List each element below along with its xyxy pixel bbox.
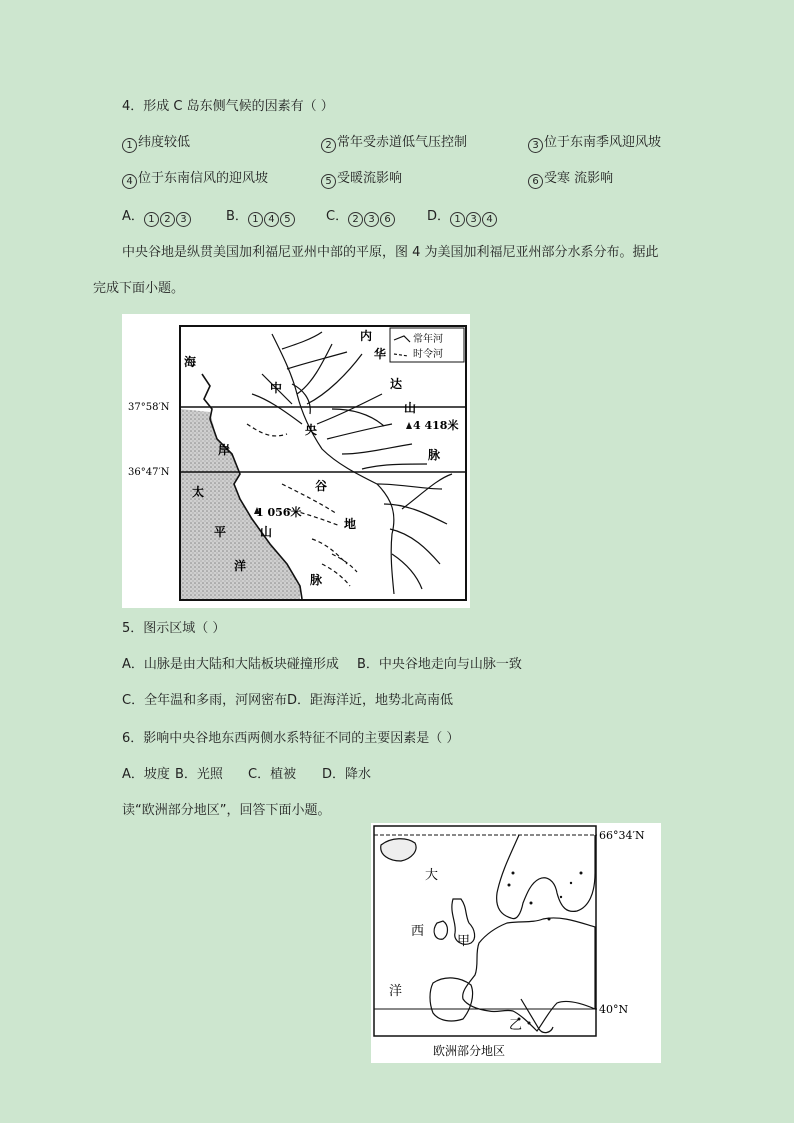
label-hai: 海 [184,355,197,369]
q4-option-4: 4 位于东南信风的迎风坡 [122,170,268,189]
latitude-label-36-47: 36°47′N [128,467,170,478]
q4-choice-a[interactable]: A． 1 2 3 [122,208,192,227]
europe-region-map [371,823,661,1063]
label-hua: 华 [374,347,387,361]
label-di: 地 [344,517,357,531]
label-shan2: 山 [260,525,273,539]
q4-stem: 4．形成 C 岛东侧气候的因素有（ ） [122,99,334,114]
intro-europe: 读“欧洲部分地区”，回答下面小题。 [122,803,331,818]
q5-choice-a[interactable]: A．山脉是由大陆和大陆板块碰撞形成 [122,657,339,672]
italy [521,999,553,1033]
intro-paragraph-line-1: 中央谷地是纵贯美国加利福尼亚州中部的平原，图 4 为美国加利福尼亚州部分水系分布。据此 [122,245,659,260]
label-gu: 谷 [315,479,328,493]
latitude-label-37-58: 37°58′N [128,402,170,413]
q4-choice-c[interactable]: C． 2 3 6 [326,208,396,227]
label-tai: 太 [192,485,205,499]
iceland [381,839,416,861]
q5-choice-d[interactable]: D．距海洋近，地势北高南低 [287,693,454,708]
q6-choice-b[interactable]: B．光照 [175,767,223,782]
q4-choice-b[interactable]: B． 1 4 5 [226,208,296,227]
label-yang: 洋 [234,559,247,573]
q4-choice-d[interactable]: D． 1 3 4 [427,208,498,227]
q4-option-2: 2 常年受赤道低气压控制 [321,134,467,153]
label-da: 大 [425,868,439,883]
label-an: 岸 [218,443,231,457]
q5-choice-c[interactable]: C．全年温和多雨，河网密布 [122,693,288,708]
q6-choice-c[interactable]: C．植被 [248,767,297,782]
q4-option-6: 6 受寒 流影响 [528,170,613,189]
peak-label-2: 1 056米 [256,506,302,519]
peak-label-1: 4 418米 [413,419,459,432]
ireland [434,921,447,939]
intro-paragraph-line-2: 完成下面小题。 [93,281,185,296]
map2-caption: 欧洲部分地区 [433,1044,506,1058]
mainland-europe [463,918,595,1031]
q6-choice-a[interactable]: A．坡度 [122,767,170,782]
legend-perennial-label: 常年河 [413,334,443,345]
q5-choice-b[interactable]: B．中央谷地走向与山脉一致 [357,657,522,672]
label-da: 达 [390,377,403,391]
latitude-label-40n: 40°N [599,1003,629,1016]
label-yi: 乙 [509,1018,523,1033]
label-ping: 平 [214,525,227,539]
q4-option-1: 1 纬度较低 [122,134,190,153]
label-jia: 甲 [457,934,471,949]
label-yang-c: 央 [305,423,318,437]
q6-stem: 6．影响中央谷地东西两侧水系特征不同的主要因素是（ ） [122,731,460,746]
label-mai1: 脉 [428,448,441,462]
scandinavia [497,835,595,919]
label-mai2: 脉 [310,573,323,587]
iberian-peninsula [430,978,473,1021]
q4-option-3: 3 位于东南季风迎风坡 [528,134,661,153]
q5-stem: 5．图示区域（ ） [122,621,226,636]
latitude-label-66-34: 66°34′N [599,829,645,842]
q6-choice-d[interactable]: D．降水 [322,767,372,782]
label-zhong: 中 [270,381,283,395]
california-water-system-map [122,314,470,608]
label-nei: 内 [360,329,373,343]
label-yang: 洋 [389,984,403,999]
peak-marker-1 [406,422,412,429]
legend-seasonal-label: 时令河 [413,349,443,360]
label-shan1: 山 [404,401,417,415]
label-xi: 西 [411,924,425,939]
q4-option-5: 5 受暖流影响 [321,170,402,189]
perennial-rivers [252,332,452,594]
